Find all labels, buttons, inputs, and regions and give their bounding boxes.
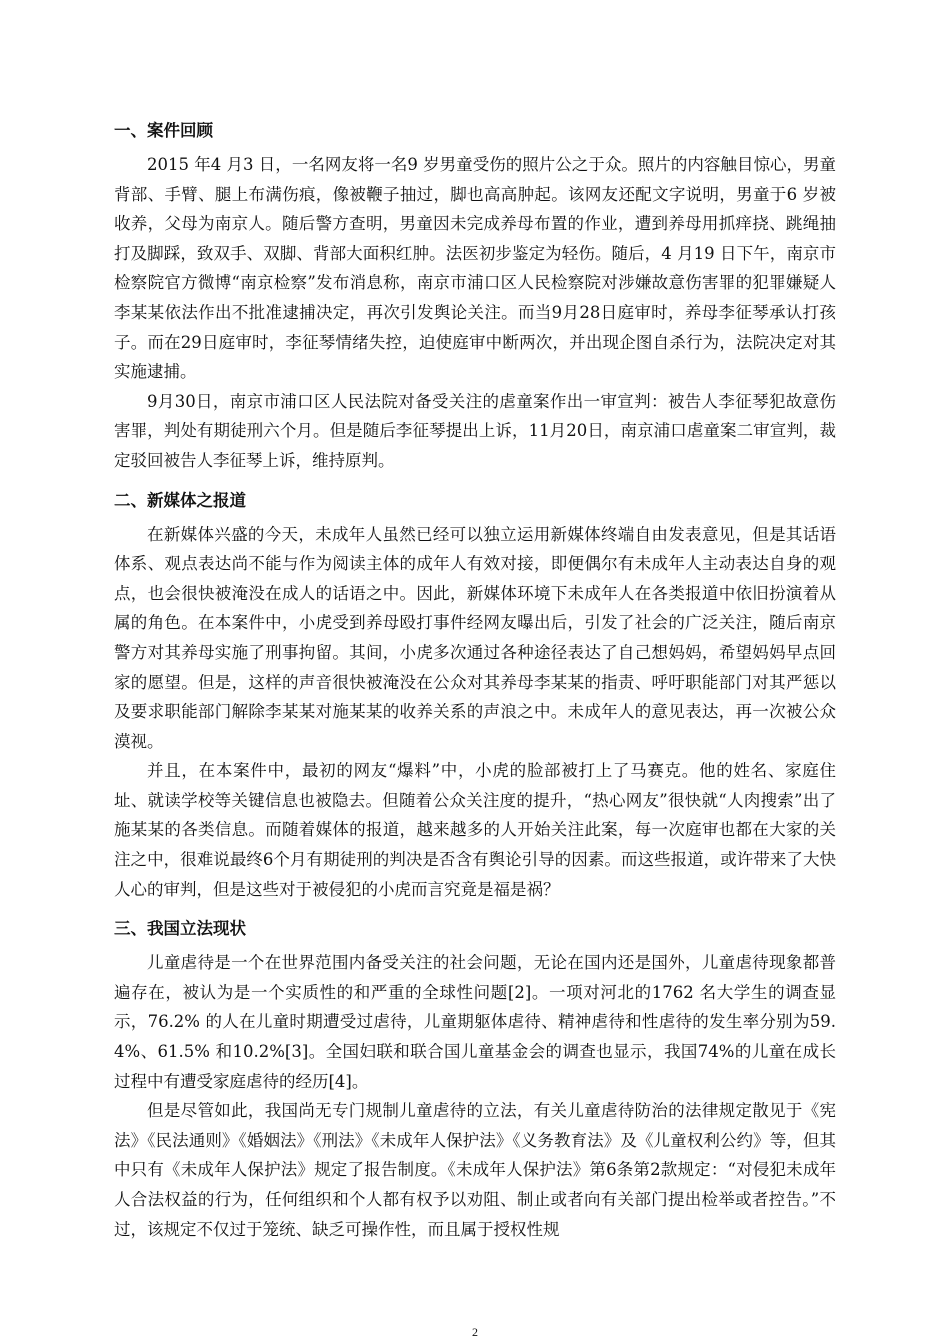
page-number: 2 (472, 1325, 478, 1339)
section-heading-case-review: 一、案件回顾 (114, 121, 213, 140)
paragraph: 但是尽管如此，我国尚无专门规制儿童虐待的立法，有关儿童虐待防治的法律规定散见于《宪法》《民法通则》《婚姻法》《刑法》《未成年人保护法》《义务教育法》及《儿童权利公约》等，但其中只有《未成年人保护法》规定了报告制度。《未成年人保护法》第6条第2款规定：“对侵犯未成年人合法权益的行为，任何组织和个人都有权予以劝阻、制止或者向有关部门提出检举或者控告。”不过，该规定不仅过于笼统、缺乏可操作性，而且属于授权性规 (114, 1101, 836, 1239)
section-heading-new-media: 二、新媒体之报道 (114, 490, 246, 510)
section-heading-legislation: 三、我国立法现状 (114, 919, 246, 939)
paragraph: 儿童虐待是一个在世界范围内备受关注的社会问题，无论在国内还是国外，儿童虐待现象都普遍存在，被认为是一个实质性的和严重的全球性问题[2]。一项对河北的1762 名大学生的调查显示，76.2% 的人在儿童时期遭受过虐待，儿童期躯体虐待、精神虐待和性虐待的发生率分别为59.4%、61.5% 和10.2%[3]。全国妇联和联合国儿童基金会的调查也显示，我国74%的儿童在成长过程中有遭受家庭虐待的经历[4]。 (114, 953, 836, 1091)
document-body (114, 116, 836, 1244)
paragraph: 并且，在本案件中，最初的网友“爆料”中，小虎的脸部被打上了马赛克。他的姓名、家庭住址、就读学校等关键信息也被隐去。但随着公众关注度的提升，“热心网友”很快就“人肉搜索”出了施某某的各类信息。而随着媒体的报道，越来越多的人开始关注此案，每一次庭审也都在大家的关注之中，很难说最终6个月有期徒刑的判决是否含有舆论引导的因素。而这些报道，或许带来了大快人心的审判，但是这些对于被侵犯的小虎而言究竟是福是祸？ (114, 761, 836, 899)
paragraph: 2015 年4 月3 日，一名网友将一名9 岁男童受伤的照片公之于众。照片的内容触目惊心，男童背部、手臂、腿上布满伤痕，像被鞭子抽过，脚也高高肿起。该网友还配文字说明，男童于6 岁被收养，父母为南京人。随后警方查明，男童因未完成养母布置的作业，遭到养母用抓痒挠、跳绳抽打及脚踩，致双手、双脚、背部大面积红肿。法医初步鉴定为轻伤。随后，4 月19 日下午，南京市检察院官方微博“南京检察”发布消息称，南京市浦口区人民检察院对涉嫌故意伤害罪的犯罪嫌疑人李某某依法作出不批准逮捕决定，再次引发舆论关注。而当9月28日庭审时，养母李征琴承认打孩子。而在29日庭审时，李征琴情绪失控，迫使庭审中断两次，并出现企图自杀行为，法院决定对其实施逮捕。 (114, 155, 836, 382)
paragraph: 在新媒体兴盛的今天，未成年人虽然已经可以独立运用新媒体终端自由发表意见，但是其话语体系、观点表达尚不能与作为阅读主体的成年人有效对接，即便偶尔有未成年人主动表达自身的观点，也会很快被淹没在成人的话语之中。因此，新媒体环境下未成年人在各类报道中依旧扮演着从属的角色。在本案件中，小虎受到养母殴打事件经网友曝出后，引发了社会的广泛关注，随后南京警方对其养母实施了刑事拘留。其间，小虎多次通过各种途径表达了自己想妈妈，希望妈妈早点回家的愿望。但是，这样的声音很快被淹没在公众对其养母李某某的指责、呼吁职能部门对其严惩以及要求职能部门解除李某某对施某某的收养关系的声浪之中。未成年人的意见表达，再一次被公众漠视。 (114, 524, 836, 751)
paragraph: 9月30日，南京市浦口区人民法院对备受关注的虐童案作出一审宣判：被告人李征琴犯故意伤害罪，判处有期徒刑六个月。但是随后李征琴提出上诉，11月20日，南京浦口虐童案二审宣判，裁定驳回被告人李征琴上诉，维持原判。 (114, 391, 836, 470)
